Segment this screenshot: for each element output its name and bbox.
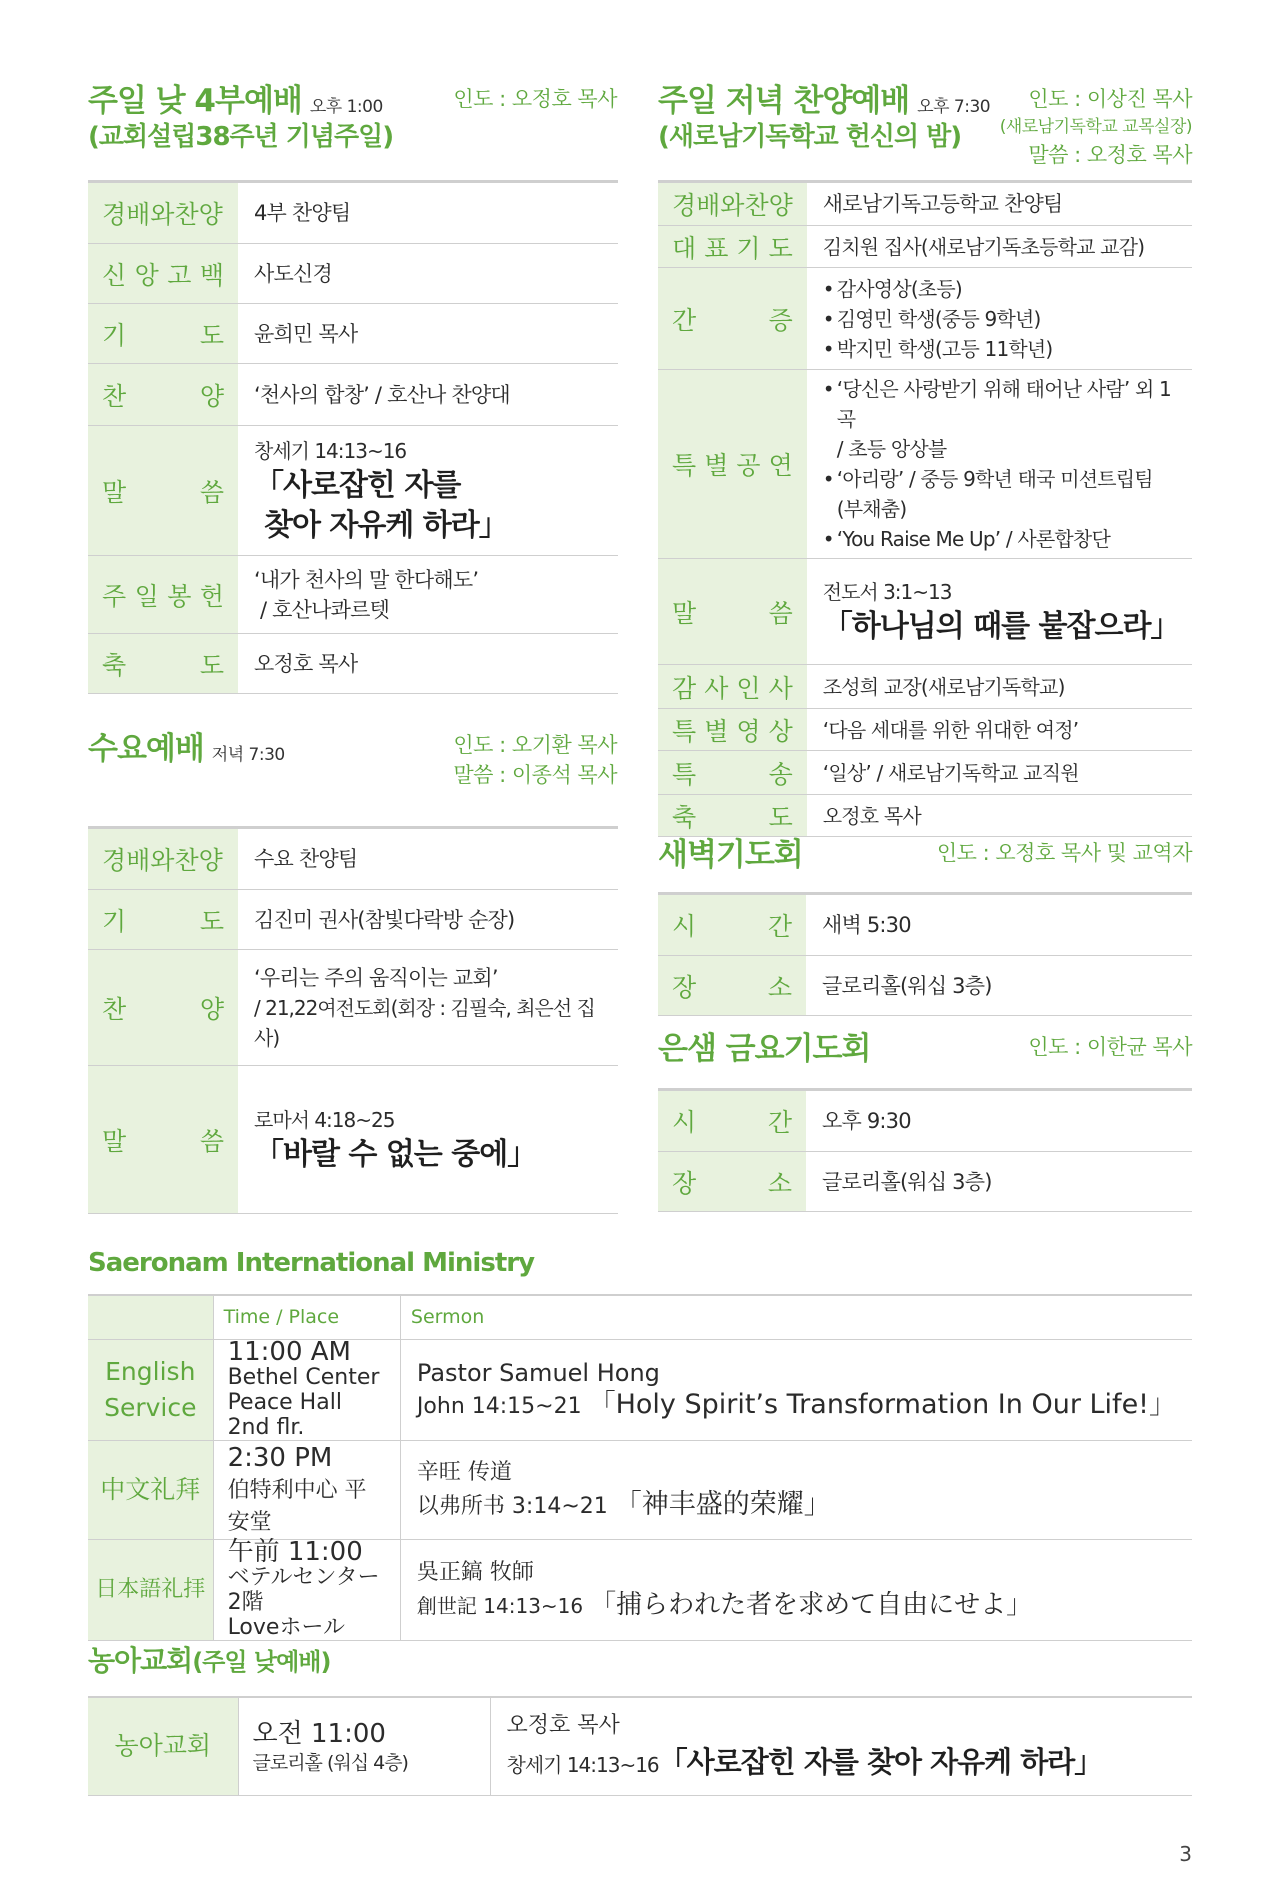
- dawn-leader: 인도 : 오정호 목사 및 교역자: [936, 841, 1192, 865]
- row-label: 주 일 봉 헌: [102, 581, 224, 611]
- international-title: Saeronam International Ministry: [88, 1248, 535, 1278]
- deaf-ref: 창세기 14:13~16: [506, 1753, 659, 1778]
- list-item: • 김영민 학생(중등 9학년): [822, 306, 1041, 331]
- table-row: [88, 950, 618, 1066]
- row-value: ‘천사의 합창’ / 호산나 찬양대: [238, 364, 618, 426]
- english-service-label: English Service: [88, 1339, 213, 1440]
- english-ref: John 14:15~21: [416, 1393, 582, 1419]
- table-row: [88, 1539, 1192, 1640]
- list-item: • ‘You Raise Me Up’ / 사론합창단: [822, 527, 1110, 551]
- table-row: [88, 1066, 618, 1214]
- row-label: 기 도: [102, 320, 224, 350]
- english-place1: Bethel Center: [227, 1364, 380, 1390]
- table-row: [88, 426, 618, 556]
- chinese-pastor: 辛旺 传道: [416, 1459, 512, 1485]
- sunday4-time: 오후 1:00: [309, 97, 383, 117]
- deaf-table: [88, 1696, 1192, 1796]
- sermon-title-line2: 찾아 자유케 하라」: [264, 507, 508, 543]
- chinese-ref: 以弗所书 3:14~21: [416, 1493, 608, 1519]
- page-number: 3: [1179, 1842, 1192, 1866]
- row-label: 특 송: [672, 759, 793, 789]
- scripture-ref: 로마서 4:18~25: [254, 1107, 395, 1132]
- row-label: 특 별 영 상: [672, 716, 793, 746]
- scripture-ref: 전도서 3:1~13: [822, 579, 952, 604]
- list-item: • ‘당신은 사랑받기 위해 태어난 사람’ 외 1곡: [822, 377, 1171, 431]
- friday-table: [658, 1088, 1192, 1212]
- row-value: 4부 찬양팀: [238, 182, 618, 244]
- row-value: 사도신경: [238, 244, 618, 304]
- deaf-message: 「사로잡힌 자를 찾아 자유케 하라」: [658, 1745, 1103, 1780]
- row-label: 기 도: [102, 906, 224, 936]
- sunday4-leader: 인도 : 오정호 목사: [453, 87, 617, 111]
- table-row: [658, 1152, 1192, 1212]
- japanese-place1: ベテルセンター 2階: [227, 1564, 380, 1615]
- sunday4-title: 주일 낮 4부예배 $^{오후 1:00}$: [88, 83, 383, 119]
- table-row: [658, 226, 1192, 268]
- table-row: [658, 956, 1192, 1016]
- english-message: 「Holy Spirit’s Transformation In Our Life!」: [588, 1388, 1176, 1420]
- offering-performer: / 호산나콰르텟: [260, 597, 390, 622]
- deaf-pastor: 오정호 목사: [506, 1713, 620, 1739]
- japanese-message: 「捕らわれた者を求めて自由にせよ」: [590, 1589, 1033, 1620]
- row-label: 말 씀: [102, 1126, 224, 1156]
- deaf-time: 오전 11:00: [252, 1718, 386, 1749]
- list-item: • ‘아리랑’ / 중등 9학년 태국 미션트립팀: [822, 467, 1153, 491]
- row-label: 축 도: [672, 802, 793, 832]
- row-value: 오정호 목사: [238, 634, 618, 694]
- wednesday-song: ‘우리는 주의 움직이는 교회’: [254, 965, 498, 990]
- row-value: 조성희 교장(새로남기독학교): [807, 665, 1192, 709]
- evening-header: [658, 82, 990, 154]
- table-row: [658, 1090, 1192, 1152]
- evening-time: 오후 7:30: [917, 97, 991, 117]
- table-row: [88, 304, 618, 364]
- sunday4-subtitle: (교회설립38주년 기념주일): [88, 122, 394, 152]
- list-item: • 박지민 학생(고등 11학년): [822, 336, 1053, 361]
- evening-title: 주일 저녁 찬양예배 $^{오후 7:30}$: [658, 83, 991, 119]
- dawn-table: [658, 892, 1192, 1016]
- row-label: 말 씀: [102, 477, 224, 507]
- japanese-place2: Loveホール: [227, 1614, 346, 1640]
- row-label: 시 간: [672, 912, 792, 941]
- table-row: [658, 182, 1192, 226]
- evening-order-table: [658, 180, 1192, 837]
- wednesday-credits: [453, 730, 617, 790]
- row-label: 경배와찬양: [102, 200, 223, 229]
- english-pastor: Pastor Samuel Hong: [416, 1358, 660, 1387]
- table-row: [88, 634, 618, 694]
- evening-preacher: 말씀 : 오정호 목사: [1028, 143, 1192, 167]
- wednesday-preacher: 말씀 : 이종석 목사: [453, 763, 617, 787]
- row-value: 글로리홀(워십 3층): [806, 1152, 1192, 1212]
- deaf-label: 농아교회: [88, 1697, 238, 1795]
- table-row: [658, 751, 1192, 795]
- list-item-continued: (부채춤): [836, 497, 907, 521]
- chinese-service-label: 中文礼拜: [88, 1440, 213, 1539]
- friday-leader: 인도 : 이한균 목사: [1028, 1035, 1192, 1059]
- wednesday-time: 저녁 7:30: [211, 745, 285, 765]
- row-label: 대 표 기 도: [672, 233, 793, 263]
- evening-subtitle: (새로남기독학교 헌신의 밤): [658, 122, 962, 152]
- row-label: 시 간: [672, 1108, 792, 1137]
- evening-leader: 인도 : 이상진 목사: [1028, 87, 1192, 111]
- deaf-title: 농아교회(주일 낮예배): [88, 1644, 331, 1677]
- row-value: 김치원 집사(새로남기독초등학교 교감): [807, 226, 1192, 268]
- chinese-message: 「神丰盛的荣耀」: [614, 1488, 831, 1520]
- table-row: [658, 709, 1192, 751]
- row-label: 장 소: [672, 972, 792, 1002]
- deaf-place: 글로리홀 (워십 4층): [252, 1751, 408, 1774]
- table-header-row: [88, 1295, 1192, 1339]
- japanese-pastor: 吳正鎬 牧師: [416, 1559, 534, 1585]
- header-sermon: Sermon: [400, 1295, 1192, 1339]
- evening-leader-note: (새로남기독학교 교목실장): [999, 117, 1192, 137]
- row-value: ‘일상’ / 새로남기독학교 교직원: [807, 751, 1192, 795]
- table-row: [88, 890, 618, 950]
- row-label: 찬 양: [102, 994, 224, 1024]
- offering-song: ‘내가 천사의 말 한다해도’: [254, 567, 479, 592]
- list-item: • 감사영상(초등): [822, 276, 962, 301]
- table-row: [658, 665, 1192, 709]
- table-row: [88, 828, 618, 890]
- japanese-time: 午前 11:00: [227, 1536, 363, 1567]
- chinese-time: 2:30 PM: [227, 1442, 333, 1473]
- row-value: 수요 찬양팀: [238, 828, 618, 890]
- table-row: [658, 894, 1192, 956]
- row-label: 경배와찬양: [672, 191, 793, 220]
- row-value: ‘다음 세대를 위한 위대한 여정’: [807, 709, 1192, 751]
- table-row: [88, 1697, 1192, 1795]
- wednesday-order-table: [88, 826, 618, 1214]
- evening-credits: [1000, 84, 1192, 170]
- friday-title: 은샘 금요기도회: [658, 1031, 871, 1067]
- japanese-ref: 創世記 14:13~16: [416, 1593, 584, 1618]
- table-row: [88, 244, 618, 304]
- row-label: 찬 양: [102, 381, 224, 411]
- row-value: 오정호 목사: [807, 795, 1192, 837]
- scripture-ref: 창세기 14:13~16: [254, 438, 407, 463]
- row-value: 오후 9:30: [806, 1090, 1192, 1152]
- sermon-title-line1: 「사로잡힌 자를: [254, 467, 461, 503]
- sunday4-header: [88, 82, 393, 154]
- row-value: 글로리홀(워십 3층): [806, 956, 1192, 1016]
- row-value: 새로남기독고등학교 찬양팀: [807, 182, 1192, 226]
- row-label: 말 씀: [672, 598, 793, 628]
- table-row: [88, 1339, 1192, 1440]
- table-row: [88, 182, 618, 244]
- row-label: 장 소: [672, 1168, 792, 1198]
- wednesday-leader: 인도 : 오기환 목사: [453, 733, 617, 757]
- row-value: 윤희민 목사: [238, 304, 618, 364]
- table-row: [658, 370, 1192, 559]
- chinese-place: 伯特利中心 平安堂: [227, 1477, 367, 1535]
- header-time-place: Time / Place: [213, 1295, 400, 1339]
- international-table: [88, 1294, 1192, 1641]
- list-item-continued: / 초등 앙상블: [836, 437, 947, 461]
- english-time: 11:00 AM: [227, 1336, 351, 1367]
- wednesday-choir: / 21,22여전도회(회장 : 김필숙, 최은선 집사): [254, 995, 595, 1050]
- table-row: [658, 559, 1192, 665]
- sermon-title: 「하나님의 때를 붙잡으라」: [822, 608, 1180, 644]
- sermon-title: 「바랄 수 없는 중에」: [254, 1136, 537, 1172]
- table-row: [88, 556, 618, 634]
- row-value: 김진미 권사(참빛다락방 순장): [238, 890, 618, 950]
- row-value: 새벽 5:30: [806, 894, 1192, 956]
- row-label: 신 앙 고 백: [102, 260, 224, 290]
- row-label: 경배와찬양: [102, 846, 223, 875]
- japanese-service-label: 日本語礼拝: [88, 1539, 213, 1640]
- row-label: 특 별 공 연: [672, 451, 793, 480]
- row-label: 간 증: [672, 305, 793, 335]
- wednesday-title: 수요예배 $^{저녁 7:30}$: [88, 731, 285, 767]
- sunday4-order-table: [88, 180, 618, 694]
- english-place2: Peace Hall 2nd flr.: [227, 1389, 342, 1440]
- row-label: 감 사 인 사: [672, 673, 793, 703]
- dawn-title: 새벽기도회: [658, 837, 803, 873]
- table-row: [658, 795, 1192, 837]
- table-row: [658, 268, 1192, 370]
- table-row: [88, 364, 618, 426]
- table-row: [88, 1440, 1192, 1539]
- row-label: 축 도: [102, 650, 224, 680]
